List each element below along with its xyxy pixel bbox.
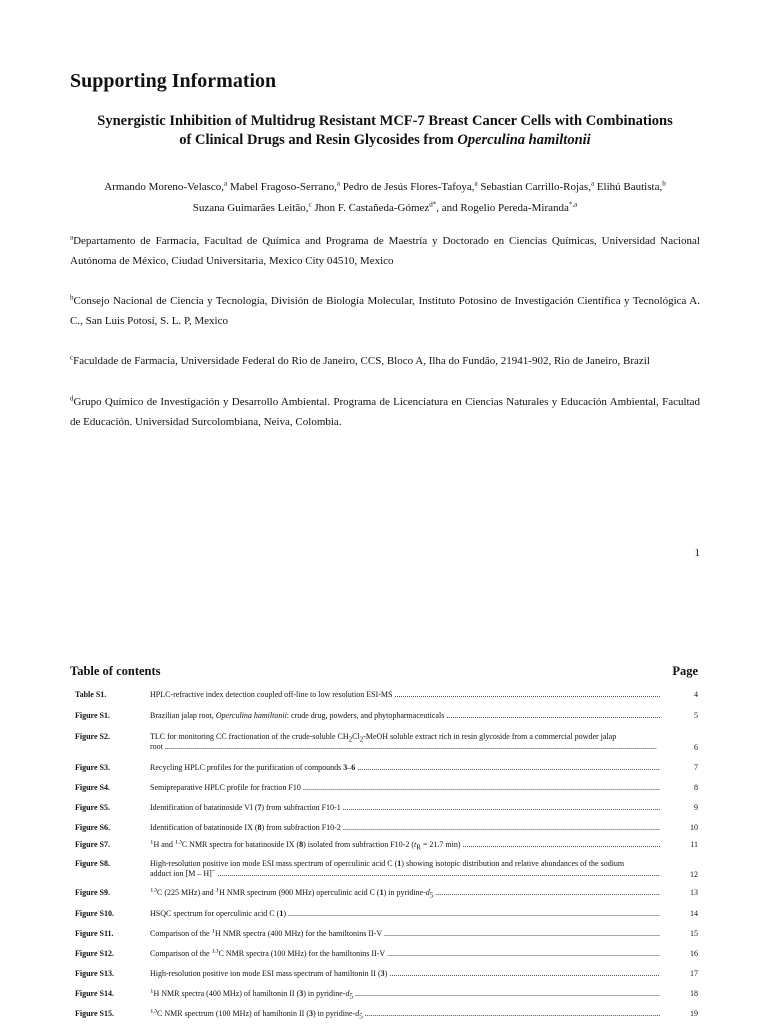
toc-text-run: H NMR spectra (400 MHz) for the hamiltonins II-V — [215, 929, 382, 938]
author-affiliation-marker: c — [308, 200, 312, 209]
toc-text-run: 1 — [279, 909, 284, 918]
toc-entry-page-number: 10 — [690, 823, 698, 832]
toc-entry[interactable] — [70, 989, 698, 1000]
toc-entry[interactable] — [70, 969, 698, 980]
toc-text-run: 1 — [150, 840, 154, 846]
toc-entry-page-number: 4 — [694, 690, 698, 699]
toc-entry-description-line — [150, 859, 660, 869]
toc-text-run: d — [345, 989, 350, 998]
paper-title-line-2 — [70, 131, 700, 150]
affiliation-a — [70, 231, 700, 271]
toc-text-run: ) in pyridine- — [312, 1009, 356, 1018]
toc-text-run: Identification of batatinoside VI ( — [150, 803, 258, 812]
toc-entry-description — [150, 823, 660, 833]
toc-entry-description-line — [150, 949, 660, 959]
toc-entry-page-number: 5 — [694, 711, 698, 720]
affiliation-c — [70, 351, 700, 371]
toc-entry-page-number: 15 — [690, 929, 698, 938]
toc-text-run: R — [416, 843, 421, 850]
toc-entry-description-line — [150, 690, 660, 700]
toc-entry-page-number: 19 — [690, 1009, 698, 1018]
toc-entry[interactable] — [70, 763, 698, 774]
toc-entry-description — [150, 1009, 660, 1019]
toc-text-run: 1 — [211, 929, 216, 935]
author-name: Jhon F. Castañeda-Gómez — [314, 202, 430, 214]
toc-text-run: Comparison of the — [150, 949, 212, 958]
toc-text-run: Comparison of the — [150, 929, 212, 938]
toc-entry-description-line — [150, 742, 660, 752]
toc-text-run: 8 — [257, 823, 262, 832]
author-name: Sebastian Carrillo-Rojas, — [480, 181, 591, 193]
toc-entry[interactable] — [70, 1009, 698, 1020]
toc-entry-description — [150, 909, 660, 919]
toc-text-run: : crude drug, powders, and phytopharmaceuticals — [286, 711, 445, 720]
toc-entry-description — [150, 859, 660, 879]
author-line-1 — [70, 177, 700, 198]
author-affiliation-marker: b — [662, 179, 666, 188]
toc-entry-label: Figure S14. — [75, 989, 114, 998]
toc-text-run: 1 — [215, 888, 220, 894]
toc-text-run: 2 — [348, 735, 353, 744]
toc-entry-description-line — [150, 840, 660, 850]
toc-entry-description — [150, 732, 660, 752]
toc-text-run: HSQC spectrum for operculinic acid C ( — [150, 909, 280, 918]
toc-entry-page-number: 16 — [690, 949, 698, 958]
author-name: Armando Moreno-Velasco, — [104, 181, 225, 193]
toc-entry-page-number: 6 — [694, 743, 698, 752]
toc-entry-description-line — [150, 732, 660, 742]
author-name: Pedro de Jesús Flores-Tafoya, — [342, 181, 475, 193]
toc-entry-label: Figure S6. — [75, 823, 110, 832]
toc-text-run: 13 — [150, 1009, 157, 1015]
toc-entry[interactable] — [70, 823, 698, 834]
page-number: 1 — [694, 547, 700, 559]
author-affiliation-marker: d* — [429, 200, 437, 209]
toc-entry-label: Figure S8. — [75, 859, 110, 868]
toc-text-run: t — [414, 840, 417, 849]
toc-entry-description-line — [150, 783, 660, 793]
toc-text-run: Identification of batatinoside IX ( — [150, 823, 258, 832]
paper-title-line-1: Synergistic Inhibition of Multidrug Resistant MCF-7 Breast Cancer Cells with Combinations — [97, 113, 673, 129]
toc-text-run: 3 — [380, 969, 385, 978]
author-name: Suzana Guimarães Leitão, — [192, 202, 309, 214]
toc-text-run: Semipreparative HPLC profile for fraction F10 — [150, 783, 301, 792]
toc-text-run: 3 — [343, 763, 348, 772]
toc-text-run: 7 — [257, 803, 262, 812]
toc-entry-page-number: 7 — [694, 763, 698, 772]
toc-entry-description — [150, 969, 660, 979]
paper-title-line-2-text: of Clinical Drugs and Resin Glycosides from — [179, 132, 458, 148]
author-affiliation-marker: a — [590, 179, 595, 188]
toc-text-run: 13 — [150, 888, 157, 894]
toc-entry-description — [150, 690, 660, 700]
toc-text-run: ) showing isotopic distribution and relative abundances of the sodium — [401, 859, 625, 868]
toc-entry[interactable] — [70, 840, 698, 851]
toc-entry[interactable] — [70, 783, 698, 794]
toc-text-run: – — [347, 763, 352, 772]
affiliation-d — [70, 392, 700, 432]
toc-text-run: H NMR spectra (400 MHz) of hamiltonin II ( — [153, 989, 300, 998]
toc-entry-page-number: 17 — [690, 969, 698, 978]
toc-text-run: High-resolution positive ion mode ESI mass spectrum of operculinic acid C ( — [150, 859, 398, 868]
toc-entry-description — [150, 840, 660, 850]
author-name: Mabel Fragoso-Serrano, — [229, 181, 337, 193]
toc-text-run: C NMR spectrum (100 MHz) of hamiltonin II ( — [157, 1009, 309, 1018]
toc-entry-description-line — [150, 803, 660, 813]
affiliation-text: Grupo Químico de Investigación y Desarrollo Ambiental. Programa de Licenciatura en Ciencias Naturales y Educación Ambiental, Facultad de Educación. Universidad Surcolombiana, Neiva, Colombia. — [70, 396, 700, 428]
toc-entry-label: Figure S1. — [75, 711, 110, 720]
toc-text-run: Cl — [352, 732, 360, 741]
toc-entry[interactable] — [70, 711, 698, 722]
toc-entry-description — [150, 783, 660, 793]
affiliation-text: Consejo Nacional de Ciencia y Tecnología, División de Biología Molecular, Instituto Potosino de Investigación Científica y Tecnológica A. C., San Luis Potosí, S. L. P, Mexico — [70, 295, 700, 327]
author-line-2: Suzana Guimarães Leitão,$^c$ Jhon F. Castañeda-Gómez$^{d*}$, and Rogelio Pereda-Miranda$^{*,a}$ — [192, 200, 578, 214]
toc-text-run: ) from subfraction F10-1 — [261, 803, 341, 812]
toc-text-run: 13 — [174, 840, 182, 846]
toc-entry-description-line — [150, 711, 660, 721]
toc-entry[interactable] — [70, 803, 698, 814]
affiliation-text: Faculdade de Farmacia, Universidade Federal do Rio de Janeiro, CCS, Bloco A, Ilha do Fundão, 21941-902, Rio de Janeiro, Brazil — [73, 355, 650, 367]
toc-text-run: ) — [384, 969, 388, 978]
toc-entry-description-line — [150, 823, 660, 833]
toc-text-run: adduct ion [M – H] — [150, 869, 212, 878]
toc-entry-label: Figure S11. — [75, 929, 114, 938]
toc-page-heading: Page — [672, 664, 698, 678]
toc-text-run: 1 — [150, 989, 154, 995]
toc-text-run: 13 — [211, 949, 219, 955]
toc-entry-description-line — [150, 909, 660, 919]
author-affiliation-marker: a — [224, 179, 228, 188]
toc-entry[interactable] — [70, 909, 698, 920]
toc-entry[interactable] — [70, 888, 698, 899]
toc-text-run: – — [211, 869, 216, 875]
toc-entry-description — [150, 949, 660, 959]
toc-text-run: H and — [153, 840, 175, 849]
toc-entry[interactable] — [70, 732, 698, 754]
toc-entry-label: Figure S9. — [75, 888, 110, 897]
toc-entry-description — [150, 711, 660, 721]
affiliation-marker: b — [70, 293, 74, 302]
toc-text-run: root — [150, 742, 163, 751]
toc-text-run: C NMR spectra for batatinoside IX ( — [181, 840, 300, 849]
toc-text-run: Brazilian jalap root, — [150, 711, 216, 720]
toc-entry-description-line — [150, 929, 660, 939]
toc-entry-label: Figure S5. — [75, 803, 110, 812]
toc-text-run: C NMR spectra (100 MHz) for the hamiltonins II-V — [218, 949, 386, 958]
toc-text-run: 3 — [299, 989, 304, 998]
toc-text-run: HPLC-refractive index detection coupled off-line to low resolution ESI-MS — [150, 690, 393, 699]
toc-entry[interactable] — [70, 949, 698, 960]
toc-text-run: 6 — [351, 763, 356, 772]
toc-entry-description-line — [150, 888, 660, 898]
affiliation-marker: d — [70, 394, 74, 403]
toc-entry-description-line — [150, 1009, 660, 1019]
toc-entry-page-number: 13 — [690, 888, 698, 897]
toc-text-run: -MeOH soluble extract rich in resin glycoside from a commercial powder jalap — [363, 732, 617, 741]
affiliation-marker: c — [70, 353, 74, 362]
toc-text-run: High-resolution positive ion mode ESI mass spectrum of hamiltonin II ( — [150, 969, 381, 978]
toc-entry-description — [150, 803, 660, 813]
toc-text-run: 1 — [397, 859, 402, 868]
toc-text-run: H NMR spectrum (900 MHz) operculinic acid C ( — [219, 888, 380, 897]
toc-entry-description-line — [150, 989, 660, 999]
toc-text-run: d — [425, 888, 430, 897]
toc-text-run: 5 — [359, 1012, 363, 1019]
author-name: and Rogelio Pereda-Miranda — [441, 202, 569, 214]
toc-entry[interactable] — [70, 690, 698, 701]
author-name: Elihú Bautista, — [596, 181, 663, 193]
toc-entry-description-line — [150, 763, 660, 773]
toc-entry-page-number: 12 — [690, 870, 698, 879]
toc-entry-label: Figure S3. — [75, 763, 110, 772]
toc-entry-label: Table S1. — [75, 690, 107, 699]
toc-entry-label: Figure S15. — [75, 1009, 114, 1018]
author-affiliation-marker: a — [336, 179, 340, 188]
toc-text-run: 8 — [299, 840, 304, 849]
toc-entry-description — [150, 888, 660, 898]
toc-entry-description — [150, 989, 660, 999]
toc-text-run: d — [355, 1009, 360, 1018]
toc-entry-label: Figure S10. — [75, 909, 114, 918]
toc-text-run: 3 — [308, 1009, 313, 1018]
toc-text-run: TLC for monitoring CC fractionation of the crude-soluble CH — [150, 732, 349, 741]
toc-text-run: 1 — [379, 888, 384, 897]
toc-text-run: Operculina hamiltonii — [215, 711, 287, 720]
toc-entry-description-line — [150, 969, 660, 979]
species-name: Operculina hamiltonii — [457, 132, 591, 148]
toc-entry-label: Figure S13. — [75, 969, 114, 978]
toc-text-run: ) in pyridine- — [303, 989, 346, 998]
toc-entry-label: Figure S2. — [75, 732, 110, 741]
toc-entry-page-number: 14 — [690, 909, 698, 918]
toc-text-run: 5 — [349, 992, 353, 999]
toc-entry-page-number: 18 — [690, 989, 698, 998]
toc-text-run: 5 — [429, 891, 434, 898]
toc-text-run: C (225 MHz) and — [157, 888, 216, 897]
toc-heading: Table of contents — [70, 664, 161, 678]
author-list — [70, 177, 700, 219]
toc-entry-page-number: 9 — [694, 803, 698, 812]
toc-entry-description-line — [150, 869, 660, 879]
toc-entry-page-number: 11 — [690, 840, 698, 849]
author-affiliation-marker: *,a — [568, 200, 578, 209]
paper-title — [70, 112, 700, 150]
toc-text-run: ) isolated from subfraction F10-2 ( — [303, 840, 415, 849]
toc-text-run: = 21.7 min) — [420, 840, 461, 849]
toc-text-run: 2 — [359, 735, 364, 744]
affiliation-b — [70, 291, 700, 331]
toc-text-run: Recycling HPLC profiles for the purification of compounds — [150, 763, 344, 772]
toc-entry-label: Figure S12. — [75, 949, 114, 958]
toc-entry[interactable] — [70, 929, 698, 940]
toc-text-run: ) — [283, 909, 286, 918]
toc-entry-page-number: 8 — [694, 783, 698, 792]
toc-entry-description — [150, 763, 660, 773]
affiliation-text: Departamento de Farmacia, Facultad de Química and Programa de Maestría y Doctorado en Ciencias Químicas, Universidad Nacional Autónoma de México, Ciudad Universitaria, Mexico City 04510, Mexico — [70, 235, 700, 267]
toc-entry-label: Figure S4. — [75, 783, 110, 792]
toc-entry-description — [150, 929, 660, 939]
supporting-information-title: Supporting Information — [70, 70, 277, 92]
author-affiliation-marker: a — [474, 179, 478, 188]
toc-text-run: ) in pyridine- — [383, 888, 426, 897]
toc-text-run: ) from subfraction F10-2 — [261, 823, 341, 832]
affiliation-marker: a — [70, 233, 74, 242]
toc-entry[interactable] — [70, 859, 698, 881]
toc-entry-label: Figure S7. — [75, 840, 110, 849]
